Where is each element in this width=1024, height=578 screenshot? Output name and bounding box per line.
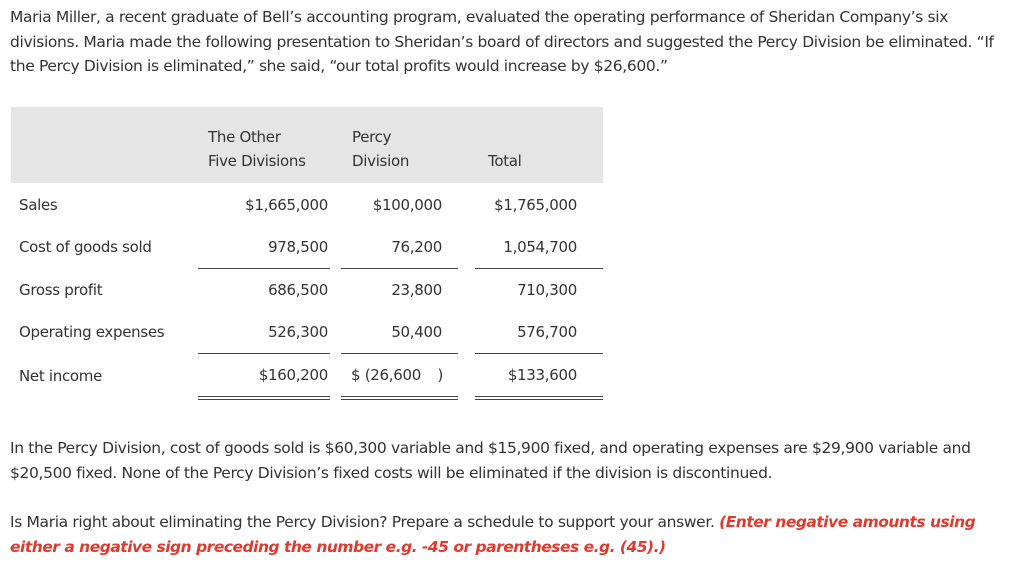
negative-amount-value: $ (26,600 <box>351 366 421 384</box>
row-label: Cost of goods sold <box>19 238 152 257</box>
header-percy-division <box>341 107 458 183</box>
cell-other: $160,200 <box>198 354 330 399</box>
header-other-divisions <box>198 107 330 183</box>
header-percy-line2: Division <box>352 152 410 170</box>
cell-other: 526,300 <box>198 311 330 354</box>
table-row-sales <box>11 183 603 226</box>
question-paragraph <box>10 510 1016 559</box>
table-row-cogs <box>11 226 603 269</box>
negative-amount-close-paren: ) <box>437 366 443 384</box>
header-gap <box>330 107 341 183</box>
cell-total: 710,300 <box>517 281 577 299</box>
header-gap <box>458 107 475 183</box>
cell-percy <box>341 354 458 399</box>
intro-paragraph: Maria Miller, a recent graduate of Bell’s accounting program, evaluated the operating performance of Sheridan Company’s six divisions. Maria made the following presentation to Sheridan’s board of directors and suggested the Percy Division be eliminated. “If the Percy Division is eliminated,” she said, “our total profits would increase by $26,600.” <box>10 8 994 75</box>
cell-percy: $100,000 <box>372 195 442 214</box>
cell-other: 686,500 <box>268 281 328 299</box>
cell-total: $133,600 <box>475 354 603 399</box>
table-row-operating-expenses <box>11 311 603 354</box>
cell-percy: 23,800 <box>391 281 442 299</box>
division-income-table <box>11 107 603 400</box>
header-total-label: Total <box>488 152 522 170</box>
cell-percy: 50,400 <box>341 311 458 354</box>
cell-other: 978,500 <box>198 226 330 269</box>
instruction-text: (Enter negative amounts using either a negative sign preceding the number e.g. -45 or parentheses e.g. (45).) <box>10 513 976 556</box>
row-label: Operating expenses <box>19 323 165 342</box>
row-label: Gross profit <box>19 280 103 299</box>
cell-total: $1,765,000 <box>494 195 577 214</box>
cell-percy: 76,200 <box>341 226 458 269</box>
table-header-row <box>11 107 603 183</box>
header-label-cell <box>11 107 198 183</box>
header-other-line1: The Other <box>208 128 281 146</box>
row-label: Net income <box>19 366 103 385</box>
table-row-gross-profit <box>11 269 603 312</box>
header-percy-line1: Percy <box>352 128 392 146</box>
table-row-net-income <box>11 354 603 399</box>
row-label: Sales <box>19 195 58 214</box>
cell-total: 576,700 <box>475 311 603 354</box>
cell-total: 1,054,700 <box>475 226 603 269</box>
header-other-line2: Five Divisions <box>208 152 306 170</box>
cost-info-paragraph: In the Percy Division, cost of goods sold is $60,300 variable and $15,900 fixed, and operating expenses are $29,900 variable and $20,500 fixed. None of the Percy Division’s fixed costs will be eliminated if the division is discontinued. <box>10 439 971 482</box>
negative-amount <box>351 365 451 385</box>
cell-other: $1,665,000 <box>245 195 328 214</box>
header-total <box>475 107 603 183</box>
question-text: Is Maria right about eliminating the Percy Division? Prepare a schedule to support your answer. <box>10 513 715 531</box>
